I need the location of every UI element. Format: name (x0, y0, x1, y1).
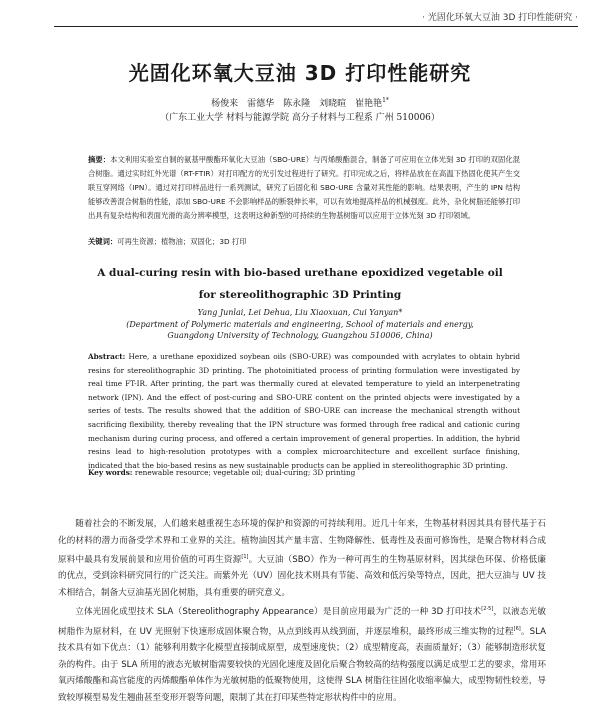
citation-1: [1] (241, 554, 249, 560)
affiliation-en-line-1: (Department of Polymeric materials and engineering, School of materials and energy, (126, 320, 474, 329)
header-rule (54, 26, 578, 27)
citation-6: [6] (513, 625, 521, 632)
keywords-zh-label: 关键词： (88, 237, 118, 246)
abstract-zh-label: 摘要： (88, 155, 111, 164)
body-text (58, 516, 546, 706)
body-paragraph-1 (58, 516, 546, 601)
keywords-en (88, 466, 520, 480)
abstract-en-text: Here, a urethane epoxidized soybean oils (SBO-URE) was compounded with acrylates to obtain hybrid resins for stereolithographic 3D printing. The photoinitiated process of printing formulation were investigated by real time FT-IR. After printing, the part was thermally cured at elevated temperature to yield an interpenetrating network (IPN). And the effect of post-curing and SBO-URE content on the printed objects were investigated by a series of tests. The results showed that the addition of SBO-URE can increase the mechanical strength without sacrificing flexibility, thereby revealing that the IPN structure was formed through free radical and cationic curing mechanism during curing process, and offered a certain improvement of general properties. In addition, the hybrid resins lead to high-resolution prototypes with a complex microarchitecture and excellent surface finishing, indicated that the bio-based resins as new sustainable products can be applied in stereolithographic 3D printing. (88, 352, 520, 470)
affiliation-zh: （广东工业大学 材料与能源学院 高分子材料与工程系 广州 510006） (160, 113, 440, 123)
citation-2-5: [2-5] (481, 606, 494, 613)
body-p1-text-a: 随着社会的不断发展，人们越来越重视生态环境的保护和资源的可持续利用。近几十年来，生物基材料因其具有替代基于石化的材料的潜力而备受学术界和工业界的关注。植物油因其产量丰富、生物降解性、低毒性及表面可修饰性，是聚合物材料合成原料中最具有发展前景和应用价值的可再生资源 (58, 519, 546, 565)
abstract-en-label: Abstract: (88, 352, 126, 361)
running-head: · 光固化环氧大豆油 3D 打印性能研究 · (422, 13, 578, 23)
paper-title-zh: 光固化环氧大豆油 3D 打印性能研究 (128, 61, 472, 85)
affiliation-en-line-2: Guangdong University of Technology, Guangzhou 510006, China) (167, 331, 433, 340)
abstract-zh-text: 本文利用实验室自制的氨基甲酸酯环氧化大豆油（SBO-URE）与丙烯酸酯混合，制备了可应用在立体光刻 3D 打印的双固化混合树脂。通过实时红外光谱（RT-FTIR）对打印配方的光引发过程进行了研究。打印完成之后，将样品放在在高温下热固化使其产生交联互穿网络（IPN）。通过对打印样品进行一系列测试，研究了后固化和 SBO-URE 含量对其性能的影响。结果表明，产生的 IPN 结构能够改善混合树脂的性能，添加 SBO-URE 不会影响样品的断裂伸长率，可以有效地提高样品的机械强度。此外，杂化树脂还能够打印出具有复杂结构和表面光滑的高分辨率模型，这表明这种新型的可持续的生物基树脂可以应用于立体光刻 3D 打印领域。 (88, 155, 521, 220)
abstract-zh (88, 153, 520, 223)
body-paragraph-2 (58, 601, 546, 706)
title-en-line-1: A dual-curing resin with bio-based urethane epoxidized vegetable oil (97, 267, 503, 279)
abstract-en (88, 350, 520, 472)
keywords-zh (88, 235, 520, 249)
body-p2-text-b: ，以液态光敏树脂作为原材料，在 UV 光照射下快速形成固体聚合物，从点到线再从线到面，并逐层堆积，最终形成三维实物的过程 (58, 607, 546, 637)
authors-zh-superscript: 1* (382, 97, 389, 104)
body-p2-text-c: 。SLA 技术具有如下优点：（1）能够利用数字化模型直接制成原型，成型速度快；（2）成型精度高，表面质量好；（3）能够制造形状复杂的构件。由于 SLA 所用的液态光敏树脂需要较快的光固化速度及固化后聚合物较高的结构强度以满足成型工艺的要求，常用环氧丙烯酸酯和高官能度的丙烯酸酯单体作为光敏树脂的低聚物使用，这使得 SLA 树脂往往固化收缩率偏大，成型物韧性较差，导致较厚模型易发生翘曲甚至变形开裂等问题，限制了其在打印某些特定形状构件中的应用。 (58, 626, 546, 703)
keywords-en-label: Key words: (88, 468, 133, 477)
body-p1-text-b: 。大豆油（SBO）作为一种可再生的生物基原材料，因其绿色环保、价格低廉的优点，受到涂料研究同行的广泛关注。而紫外光（UV）固化技术则具有节能、高效和低污染等特点，因此，把大豆油与 UV 技术相结合，制备大豆油基光固化树脂，具有重要的研究意义。 (58, 554, 546, 598)
paper-title-en (0, 262, 600, 306)
authors-zh (0, 96, 600, 109)
affiliation-en (0, 319, 600, 341)
authors-en: Yang Junlai, Lei Dehua, Liu Xiaoxuan, Cui Yanyan* (197, 308, 403, 317)
keywords-zh-text: 可再生资源；植物油；双固化；3D 打印 (117, 237, 247, 246)
title-en-line-2: for stereolithographic 3D Printing (198, 289, 402, 301)
body-p2-text-a: 立体光固化成型技术 SLA（Stereolithography Appearance）是目前应用最为广泛的一种 3D 打印技术 (75, 607, 482, 618)
keywords-en-text: renewable resource; vegetable oil; dual-curing; 3D printing (134, 468, 356, 477)
authors-zh-names: 杨俊来 雷德华 陈永隆 刘晓暄 崔艳艳 (211, 99, 383, 109)
